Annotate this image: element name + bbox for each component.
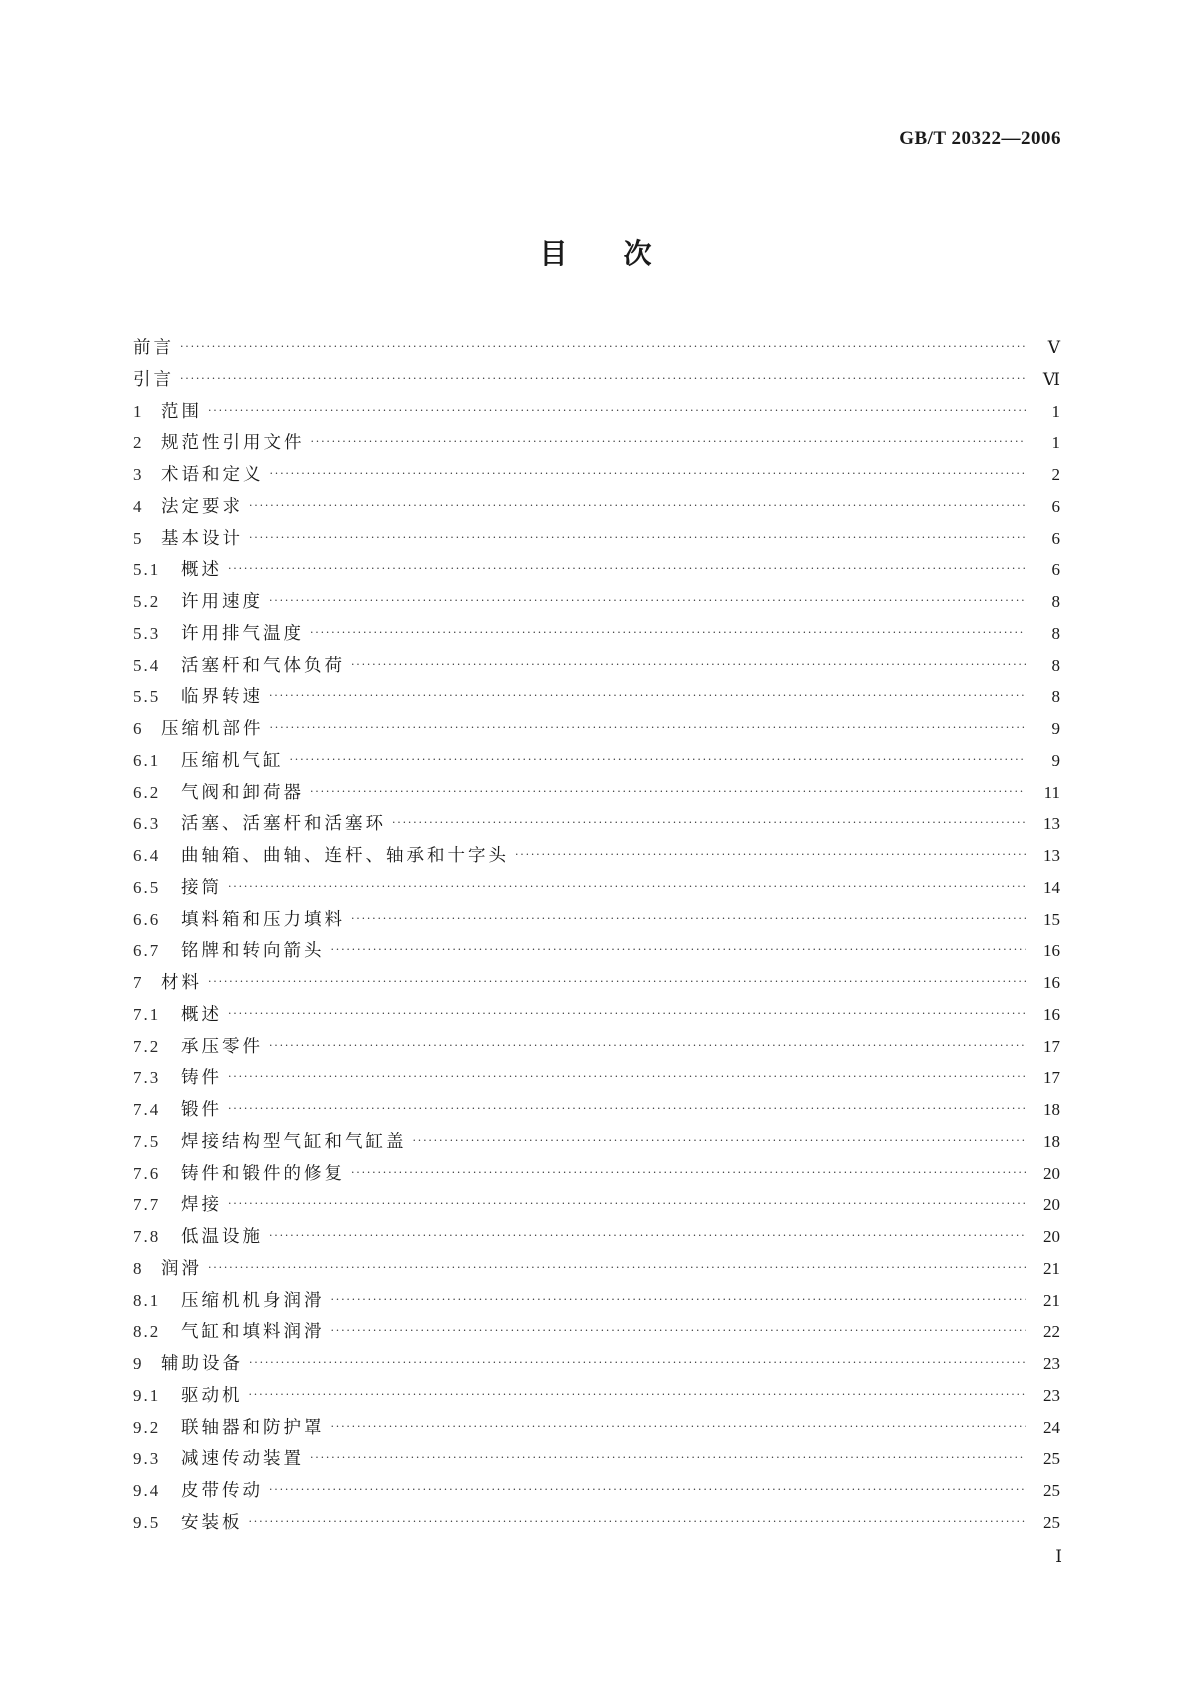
toc-entry-number: 7.3 [133, 1068, 161, 1088]
toc-entry[interactable] [133, 1064, 1060, 1096]
toc-entry[interactable] [133, 1128, 1060, 1160]
toc-entry-page: 6 [1051, 528, 1060, 548]
toc-leader-dots [269, 594, 1026, 607]
toc-entry-title: 许用排气温度 [181, 623, 304, 644]
toc-entry-number: 7.1 [133, 1004, 161, 1024]
toc-entry-page: 21 [1043, 1290, 1060, 1310]
toc-leader-dots [249, 531, 1026, 544]
toc-entry-title: 临界转速 [181, 687, 263, 708]
toc-leader-dots [351, 912, 1026, 925]
toc-entry-page: 1 [1051, 433, 1060, 453]
toc-leader-dots [413, 1134, 1027, 1147]
toc-entry[interactable] [133, 1318, 1060, 1350]
toc-entry-number: 4 [133, 496, 144, 516]
toc-leader-dots [310, 1451, 1026, 1464]
toc-leader-dots [228, 880, 1026, 893]
toc-leader-dots [290, 753, 1027, 766]
toc-entry-title: 铸件和锻件的修复 [181, 1163, 345, 1184]
toc-entry-page: 11 [1043, 782, 1060, 802]
toc-entry-page: 15 [1043, 909, 1060, 929]
toc-entry-title: 锻件 [181, 1100, 222, 1120]
toc-entry-page: 16 [1043, 973, 1060, 992]
toc-entry-title: 材料 [161, 973, 202, 993]
toc-entry-number: 5.2 [133, 592, 161, 611]
toc-entry-title: 规范性引用文件 [161, 433, 305, 454]
toc-entry[interactable] [133, 1223, 1060, 1255]
toc-entry-title: 法定要求 [161, 496, 243, 517]
toc-entry-page: 18 [1043, 1100, 1060, 1119]
toc-entry-number: 5.5 [133, 687, 161, 707]
toc-leader-dots [180, 340, 1026, 353]
toc-entry-page: 13 [1043, 846, 1060, 865]
toc-entry-title: 填料箱和压力填料 [181, 909, 345, 930]
toc-entry-page: Ⅴ [1047, 338, 1060, 357]
toc-entry[interactable] [133, 937, 1060, 969]
toc-entry-number: 7.7 [133, 1195, 161, 1215]
toc-entry-page: Ⅵ [1042, 369, 1060, 389]
toc-entry-number: 8 [133, 1258, 144, 1278]
toc-entry-page: 8 [1051, 655, 1060, 675]
toc-entry[interactable] [133, 366, 1060, 398]
toc-entry-page: 8 [1051, 592, 1060, 611]
toc-leader-dots [351, 1166, 1026, 1179]
toc-entry-page: 20 [1043, 1195, 1060, 1215]
toc-leader-dots [208, 975, 1026, 988]
toc-entry-page: 9 [1051, 719, 1060, 738]
toc-entry-title: 压缩机机身润滑 [181, 1290, 325, 1311]
toc-entry-number: 6.3 [133, 814, 161, 834]
toc-entry-page: 8 [1051, 687, 1060, 707]
toc-leader-dots [351, 658, 1026, 671]
toc-entry[interactable] [133, 1445, 1060, 1477]
toc-entry-title: 范围 [161, 401, 202, 422]
toc-entry-title: 安装板 [181, 1512, 243, 1533]
toc-entry-page: 6 [1051, 496, 1060, 516]
toc-entry[interactable] [133, 1191, 1060, 1223]
toc-entry-page: 8 [1051, 623, 1060, 643]
toc-leader-dots [228, 1197, 1026, 1210]
toc-leader-dots [180, 372, 1026, 385]
toc-entry-number: 9.4 [133, 1481, 161, 1500]
toc-entry[interactable] [133, 1382, 1060, 1414]
page-number: Ⅰ [1055, 1547, 1062, 1566]
toc-entry[interactable] [133, 683, 1060, 715]
toc-entry-number: 9.5 [133, 1512, 161, 1532]
toc-entry-page: 17 [1043, 1068, 1060, 1088]
toc-entry[interactable] [133, 906, 1060, 938]
toc-leader-dots [515, 848, 1026, 861]
toc-leader-dots [269, 689, 1026, 702]
toc-entry[interactable] [133, 652, 1060, 684]
toc-entry-title: 铸件 [181, 1068, 222, 1089]
toc-entry[interactable] [133, 1255, 1060, 1287]
table-of-contents [133, 334, 1060, 1541]
toc-entry-title: 引言 [133, 369, 174, 390]
toc-entry-number: 8.2 [133, 1322, 161, 1342]
toc-entry-number: 9.2 [133, 1417, 161, 1437]
toc-leader-dots [228, 1102, 1026, 1115]
toc-leader-dots [228, 562, 1026, 575]
toc-entry-number: 6 [133, 719, 144, 738]
toc-entry-page: 16 [1043, 1004, 1060, 1024]
toc-leader-dots [392, 816, 1026, 829]
toc-entry[interactable] [133, 779, 1060, 811]
toc-leader-dots [331, 943, 1027, 956]
toc-entry-page: 25 [1043, 1449, 1060, 1469]
toc-entry-title: 概述 [181, 560, 222, 581]
toc-entry-title: 术语和定义 [161, 465, 264, 485]
toc-entry-title: 减速传动装置 [181, 1449, 304, 1470]
toc-entry[interactable] [133, 556, 1060, 588]
toc-entry[interactable] [133, 810, 1060, 842]
toc-entry-title: 气缸和填料润滑 [181, 1322, 325, 1343]
toc-entry-page: 23 [1043, 1385, 1060, 1405]
toc-entry-number: 5.4 [133, 655, 161, 675]
toc-entry-page: 23 [1043, 1354, 1060, 1373]
toc-entry-number: 9.1 [133, 1385, 161, 1405]
toc-leader-dots [270, 467, 1027, 480]
toc-entry[interactable] [133, 874, 1060, 906]
toc-entry[interactable] [133, 1096, 1060, 1128]
toc-leader-dots [331, 1324, 1027, 1337]
toc-entry[interactable] [133, 715, 1060, 747]
toc-entry[interactable] [133, 588, 1060, 620]
toc-leader-dots [228, 1070, 1026, 1083]
toc-entry-page: 25 [1043, 1512, 1060, 1532]
toc-entry[interactable] [133, 1350, 1060, 1382]
toc-entry-page: 25 [1043, 1481, 1060, 1500]
toc-entry[interactable] [133, 1414, 1060, 1446]
toc-leader-dots [208, 1261, 1026, 1274]
toc-leader-dots [208, 404, 1026, 417]
toc-entry-number: 7.6 [133, 1163, 161, 1183]
toc-entry-title: 焊接结构型气缸和气缸盖 [181, 1131, 407, 1152]
toc-entry[interactable] [133, 1477, 1060, 1509]
toc-entry-page: 1 [1051, 401, 1060, 421]
toc-entry-title: 润滑 [161, 1258, 202, 1279]
toc-entry-page: 6 [1051, 560, 1060, 580]
toc-entry-number: 3 [133, 465, 144, 484]
toc-entry[interactable] [133, 1033, 1060, 1065]
toc-entry-number: 1 [133, 401, 144, 421]
toc-entry-page: 21 [1043, 1258, 1060, 1278]
toc-entry[interactable] [133, 620, 1060, 652]
standard-code: GB/T 20322—2006 [899, 128, 1061, 149]
toc-leader-dots [311, 435, 1027, 448]
toc-entry-title: 许用速度 [181, 592, 263, 612]
toc-entry-title: 前言 [133, 338, 174, 358]
toc-entry-title: 皮带传动 [181, 1481, 263, 1501]
toc-entry-number: 9.3 [133, 1449, 161, 1469]
toc-entry[interactable] [133, 398, 1060, 430]
toc-entry-title: 低温设施 [181, 1227, 263, 1247]
toc-leader-dots [249, 1356, 1026, 1369]
toc-entry-page: 9 [1051, 750, 1060, 770]
toc-leader-dots [249, 1388, 1027, 1401]
toc-entry-number: 6.1 [133, 750, 161, 770]
toc-entry-number: 9 [133, 1354, 144, 1373]
toc-entry-page: 14 [1043, 877, 1060, 897]
toc-leader-dots [269, 1039, 1026, 1052]
toc-entry-title: 铭牌和转向箭头 [181, 941, 325, 962]
toc-entry-title: 驱动机 [181, 1385, 243, 1406]
toc-leader-dots [310, 626, 1026, 639]
toc-entry-page: 22 [1043, 1322, 1060, 1342]
toc-leader-dots [269, 1483, 1026, 1496]
toc-entry-number: 8.1 [133, 1290, 161, 1310]
toc-leader-dots [269, 1229, 1026, 1242]
toc-entry-title: 承压零件 [181, 1036, 263, 1057]
toc-entry[interactable] [133, 1509, 1060, 1541]
toc-entry[interactable] [133, 429, 1060, 461]
toc-entry-number: 6.4 [133, 846, 161, 865]
toc-entry-title: 曲轴箱、曲轴、连杆、轴承和十字头 [181, 846, 509, 866]
toc-leader-dots [331, 1420, 1027, 1433]
toc-entry[interactable] [133, 334, 1060, 366]
toc-leader-dots [331, 1293, 1027, 1306]
page-title: 目次 [539, 237, 708, 270]
toc-leader-dots [228, 1007, 1026, 1020]
toc-entry-number: 7.5 [133, 1131, 161, 1151]
toc-leader-dots [270, 721, 1027, 734]
toc-entry[interactable] [133, 1001, 1060, 1033]
toc-entry-page: 2 [1051, 465, 1060, 484]
toc-entry-page: 17 [1043, 1036, 1060, 1056]
toc-entry-number: 7.2 [133, 1036, 161, 1056]
toc-entry-number: 6.7 [133, 941, 161, 961]
toc-entry[interactable] [133, 1287, 1060, 1319]
toc-entry-title: 联轴器和防护罩 [181, 1417, 325, 1438]
toc-entry-page: 13 [1043, 814, 1060, 834]
toc-entry-number: 5 [133, 528, 144, 548]
toc-entry-page: 24 [1043, 1417, 1060, 1437]
toc-entry-number: 7 [133, 973, 144, 992]
toc-leader-dots [249, 1515, 1027, 1528]
toc-entry[interactable] [133, 461, 1060, 493]
toc-leader-dots [249, 499, 1026, 512]
toc-entry-number: 7.8 [133, 1227, 161, 1246]
toc-entry-title: 基本设计 [161, 528, 243, 549]
toc-entry[interactable] [133, 1160, 1060, 1192]
toc-entry-number: 5.3 [133, 623, 161, 643]
toc-entry-page: 18 [1043, 1131, 1060, 1151]
toc-entry-title: 压缩机气缸 [181, 750, 284, 771]
toc-entry-title: 压缩机部件 [161, 719, 264, 739]
toc-entry[interactable] [133, 842, 1060, 874]
toc-entry-title: 活塞杆和气体负荷 [181, 655, 345, 676]
toc-entry-title: 概述 [181, 1004, 222, 1025]
toc-entry[interactable] [133, 969, 1060, 1001]
toc-entry-title: 气阀和卸荷器 [181, 782, 304, 803]
toc-entry[interactable] [133, 525, 1060, 557]
toc-entry-number: 6.2 [133, 782, 161, 802]
toc-entry-page: 16 [1043, 941, 1060, 961]
toc-entry-number: 6.6 [133, 909, 161, 929]
toc-entry-title: 辅助设备 [161, 1354, 243, 1374]
toc-entry-title: 活塞、活塞杆和活塞环 [181, 814, 386, 835]
toc-entry-title: 接筒 [181, 877, 222, 898]
toc-entry[interactable] [133, 747, 1060, 779]
toc-entry-number: 5.1 [133, 560, 161, 580]
toc-entry-number: 6.5 [133, 877, 161, 897]
toc-leader-dots [310, 785, 1026, 798]
toc-entry-page: 20 [1043, 1163, 1060, 1183]
toc-entry-page: 20 [1043, 1227, 1060, 1246]
toc-entry-number: 2 [133, 433, 144, 453]
toc-entry-number: 7.4 [133, 1100, 161, 1119]
toc-entry-title: 焊接 [181, 1195, 222, 1216]
toc-entry[interactable] [133, 493, 1060, 525]
